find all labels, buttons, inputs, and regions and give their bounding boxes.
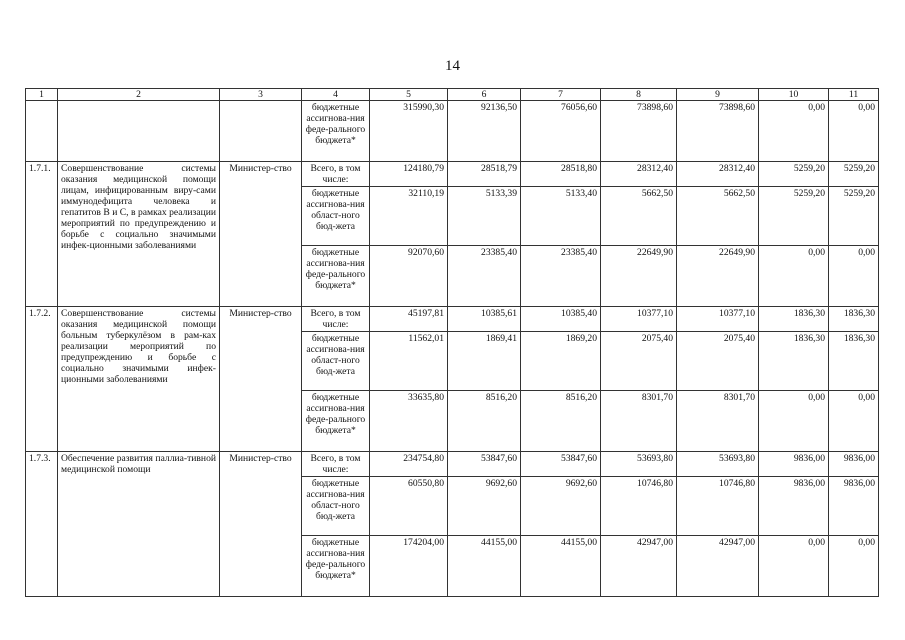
name-cell [58,101,220,162]
column-number: 5 [370,89,448,101]
value-cell: 124180,79 [370,162,448,187]
value-cell: 315990,30 [370,101,448,162]
column-number-row [26,89,879,101]
value-cell: 5259,20 [829,187,879,246]
value-cell: 1869,41 [448,332,521,391]
value-cell: 10377,10 [601,307,677,332]
value-cell: 10385,61 [448,307,521,332]
table-row [26,307,879,332]
value-cell: 0,00 [829,536,879,597]
value-cell: 1836,30 [829,307,879,332]
table-row [26,101,879,162]
value-cell: 5259,20 [759,187,829,246]
value-cell: 1869,20 [521,332,601,391]
value-cell: 73898,60 [601,101,677,162]
value-cell: 42947,00 [601,536,677,597]
value-cell: 9836,00 [829,452,879,477]
value-cell: 1836,30 [759,307,829,332]
table-body [26,101,879,597]
funding-source-cell: Всего, в том числе: [302,307,370,332]
value-cell: 32110,19 [370,187,448,246]
value-cell: 76056,60 [521,101,601,162]
value-cell: 45197,81 [370,307,448,332]
value-cell: 44155,00 [448,536,521,597]
value-cell: 28312,40 [601,162,677,187]
funding-source-cell: бюджетные ассигнова-ния област-ного бюд-жета [302,187,370,246]
column-number: 3 [220,89,302,101]
value-cell: 5662,50 [677,187,759,246]
table-row [26,162,879,187]
funding-source-cell: бюджетные ассигнова-ния област-ного бюд-жета [302,332,370,391]
value-cell: 8301,70 [677,391,759,452]
value-cell: 10385,40 [521,307,601,332]
funding-source-cell: бюджетные ассигнова-ния феде-рального бюджета* [302,101,370,162]
column-number: 8 [601,89,677,101]
item-code: 1.7.1. [26,162,58,307]
executor-cell [220,101,302,162]
budget-table [25,88,879,597]
funding-source-cell: бюджетные ассигнова-ния област-ного бюд-жета [302,477,370,536]
value-cell: 5259,20 [829,162,879,187]
value-cell: 10746,80 [677,477,759,536]
item-executor: Министер-ство [220,162,302,307]
value-cell: 0,00 [759,536,829,597]
value-cell: 0,00 [829,391,879,452]
funding-source-cell: Всего, в том числе: [302,162,370,187]
table-row [26,452,879,477]
value-cell: 0,00 [829,246,879,307]
value-cell: 53847,60 [448,452,521,477]
column-number: 1 [26,89,58,101]
table-header [26,89,879,101]
value-cell: 10377,10 [677,307,759,332]
value-cell: 42947,00 [677,536,759,597]
value-cell: 9692,60 [521,477,601,536]
value-cell: 10746,80 [601,477,677,536]
item-name: Обеспечение развития паллиа-тивной медицинской помощи [58,452,220,597]
value-cell: 2075,40 [601,332,677,391]
value-cell: 22649,90 [601,246,677,307]
value-cell: 5133,40 [521,187,601,246]
value-cell: 9836,00 [759,477,829,536]
value-cell: 9836,00 [829,477,879,536]
item-code: 1.7.3. [26,452,58,597]
column-number: 9 [677,89,759,101]
value-cell: 0,00 [759,391,829,452]
item-name: Совершенствование системы оказания медицинской помощи лицам, инфицированным виру-сами иммунодефицита человека и гепатитов B и C, в рамках реализации мероприятий по предупреждению и борьбе с социально значимыми инфек-ционными заболеваниями [58,162,220,307]
value-cell: 53693,80 [677,452,759,477]
value-cell: 28518,79 [448,162,521,187]
page-number: 14 [445,58,460,74]
value-cell: 23385,40 [448,246,521,307]
funding-source-cell: бюджетные ассигнова-ния феде-рального бюджета* [302,536,370,597]
column-number: 10 [759,89,829,101]
value-cell: 92136,50 [448,101,521,162]
value-cell: 8301,70 [601,391,677,452]
value-cell: 5662,50 [601,187,677,246]
value-cell: 5259,20 [759,162,829,187]
value-cell: 0,00 [759,246,829,307]
value-cell: 73898,60 [677,101,759,162]
value-cell: 11562,01 [370,332,448,391]
value-cell: 8516,20 [448,391,521,452]
item-code: 1.7.2. [26,307,58,452]
value-cell: 92070,60 [370,246,448,307]
value-cell: 44155,00 [521,536,601,597]
item-executor: Министер-ство [220,307,302,452]
value-cell: 1836,30 [829,332,879,391]
item-name: Совершенствование системы оказания медицинской помощи больным туберкулёзом в рам-ках реализации мероприятий по предупреждению и борьбе с социально значимыми инфек-ционными заболеваниями [58,307,220,452]
value-cell: 2075,40 [677,332,759,391]
code-cell [26,101,58,162]
column-number: 4 [302,89,370,101]
value-cell: 0,00 [759,101,829,162]
funding-source-cell: Всего, в том числе: [302,452,370,477]
value-cell: 28312,40 [677,162,759,187]
column-number: 6 [448,89,521,101]
value-cell: 8516,20 [521,391,601,452]
value-cell: 0,00 [829,101,879,162]
value-cell: 53693,80 [601,452,677,477]
value-cell: 234754,80 [370,452,448,477]
item-executor: Министер-ство [220,452,302,597]
column-number: 2 [58,89,220,101]
column-number: 11 [829,89,879,101]
value-cell: 23385,40 [521,246,601,307]
funding-source-cell: бюджетные ассигнова-ния феде-рального бюджета* [302,246,370,307]
value-cell: 1836,30 [759,332,829,391]
value-cell: 53847,60 [521,452,601,477]
value-cell: 28518,80 [521,162,601,187]
value-cell: 22649,90 [677,246,759,307]
value-cell: 60550,80 [370,477,448,536]
value-cell: 5133,39 [448,187,521,246]
value-cell: 9836,00 [759,452,829,477]
value-cell: 9692,60 [448,477,521,536]
column-number: 7 [521,89,601,101]
funding-source-cell: бюджетные ассигнова-ния феде-рального бюджета* [302,391,370,452]
value-cell: 33635,80 [370,391,448,452]
value-cell: 174204,00 [370,536,448,597]
